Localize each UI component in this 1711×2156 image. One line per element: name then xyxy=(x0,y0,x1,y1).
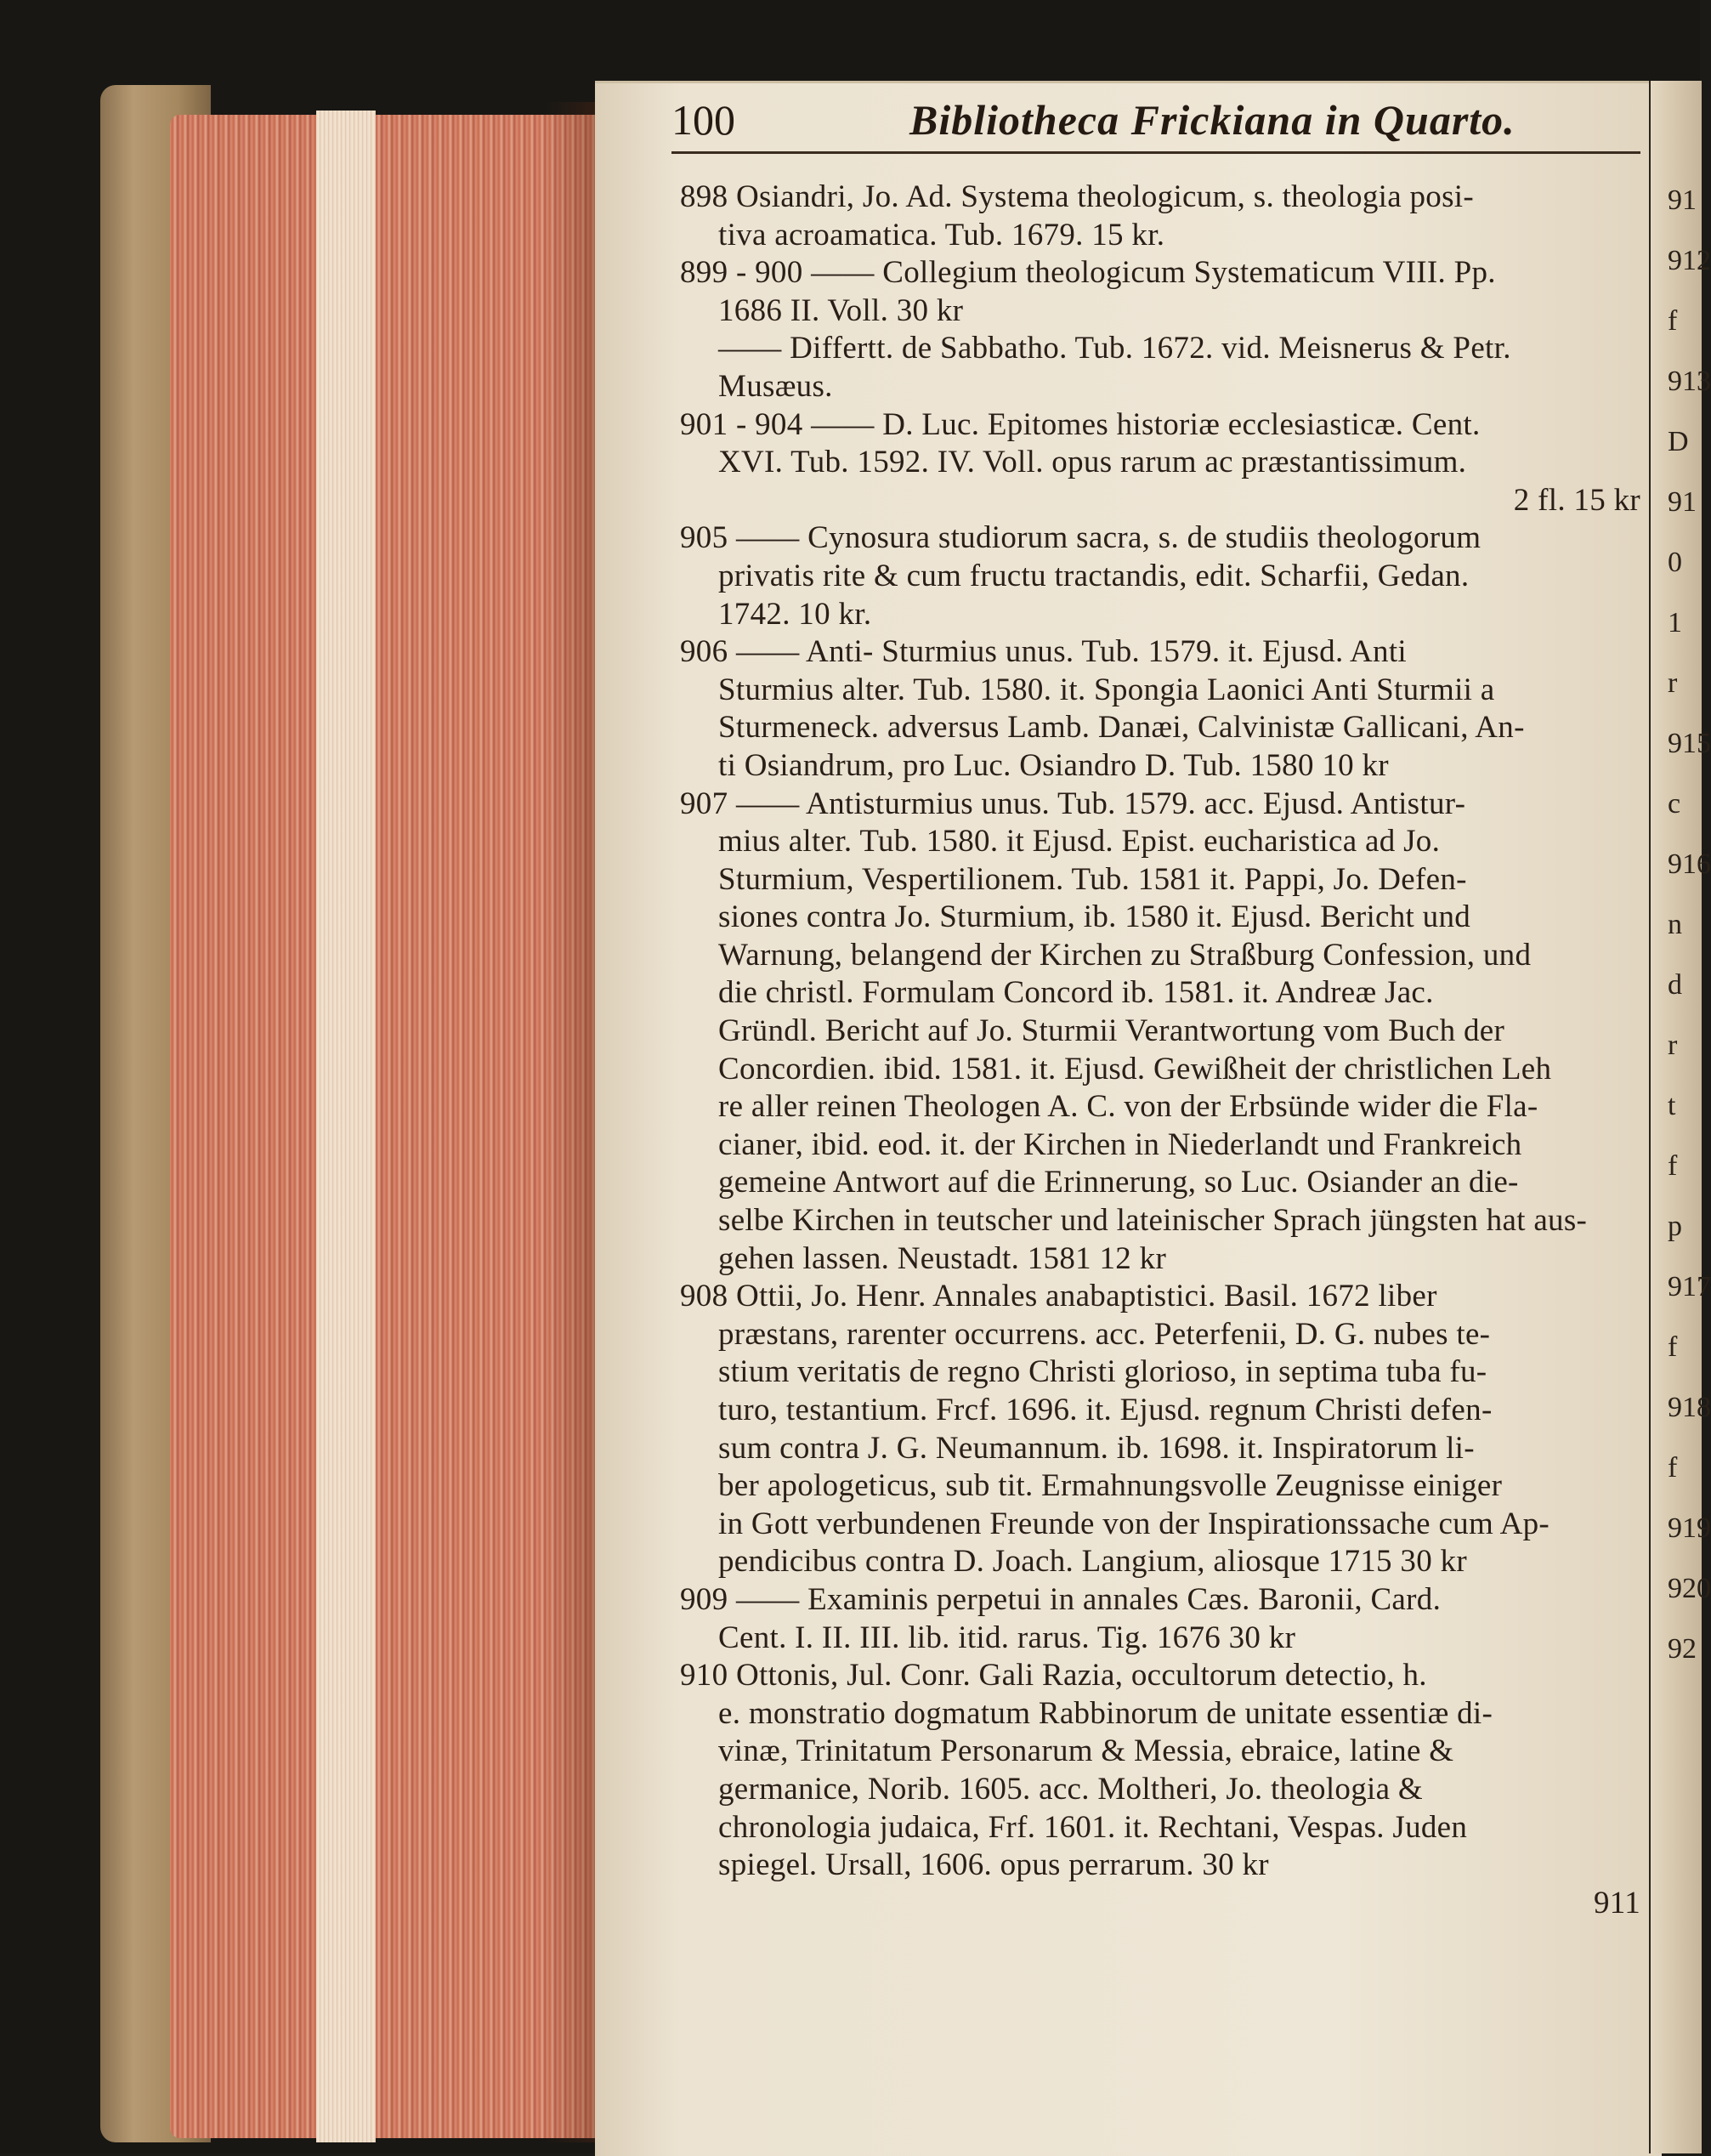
gutter-fragment: 919 xyxy=(1668,1512,1711,1544)
gutter-fragment: c xyxy=(1668,788,1681,820)
catalog-line: gehen lassen. Neustadt. 1581 12 kr xyxy=(718,1240,1167,1276)
catalog-line: tiva acroamatica. Tub. 1679. 15 kr. xyxy=(718,217,1165,252)
gutter-fragment: f xyxy=(1668,1150,1678,1182)
gutter-fragment: p xyxy=(1668,1211,1682,1242)
gutter-fragment: 1 xyxy=(1668,607,1682,638)
catalog-line: re aller reinen Theologen A. C. von der Erbsünde wider die Fla- xyxy=(718,1089,1538,1125)
gutter-fragment: t xyxy=(1668,1090,1676,1121)
catalog-line: 907 —— Antisturmius unus. Tub. 1579. acc. Ejusd. Antistur- xyxy=(680,786,1466,821)
running-title: Bibliotheca Frickiana in Quarto. xyxy=(909,96,1516,144)
catalog-line: 901 - 904 —— D. Luc. Epitomes historiæ ecclesiasticæ. Cent. xyxy=(680,406,1481,442)
gutter-fragment: f xyxy=(1668,305,1678,337)
catalog-line: germanice, Norib. 1605. acc. Moltheri, Jo. theologia & xyxy=(718,1771,1423,1807)
gutter-fragment: 91 xyxy=(1668,486,1697,518)
page-edges-light-band xyxy=(316,111,376,2142)
gutter-fragment: 918 xyxy=(1668,1392,1711,1423)
gutter-fragment: 920 xyxy=(1668,1573,1711,1604)
page-edges-shadow xyxy=(544,102,595,2142)
catalog-line: 909 —— Examinis perpetui in annales Cæs. Baronii, Card. xyxy=(680,1581,1442,1617)
page-number: 100 xyxy=(671,96,735,144)
catalog-line: ti Osiandrum, pro Luc. Osiandro D. Tub. 1580 10 kr xyxy=(718,747,1389,783)
catalog-line: vinæ, Trinitatum Personarum & Messia, ebraice, latine & xyxy=(718,1733,1454,1769)
catalog-line: Musæus. xyxy=(718,368,833,404)
catalog-line: in Gott verbundenen Freunde von der Inspirationssache cum Ap- xyxy=(718,1506,1550,1541)
catalog-line: 1686 II. Voll. 30 kr xyxy=(718,292,964,328)
catalog-line: 1742. 10 kr. xyxy=(718,596,872,632)
catalog-line: turo, testantium. Frcf. 1696. it. Ejusd. regnum Christi defen- xyxy=(718,1393,1493,1427)
catalog-line: mius alter. Tub. 1580. it Ejusd. Epist. eucharistica ad Jo. xyxy=(718,824,1441,860)
gutter-fragment: 913 xyxy=(1668,366,1711,397)
catalog-line: —— Differtt. de Sabbatho. Tub. 1672. vid. Meisnerus & Petr. xyxy=(718,331,1511,366)
catalog-line: e. monstratio dogmatum Rabbinorum de unitate essentiæ di- xyxy=(718,1695,1493,1731)
gutter-fragment: d xyxy=(1668,969,1682,1001)
catalog-line: Warnung, belangend der Kirchen zu Straßburg Confession, und xyxy=(718,937,1532,973)
catalog-line: Cent. I. II. III. lib. itid. rarus. Tig. 1676 30 kr xyxy=(718,1620,1296,1655)
gutter-fragment: 917 xyxy=(1668,1271,1711,1302)
catalog-line: 2 fl. 15 kr xyxy=(1513,482,1640,518)
gutter-fragment: r xyxy=(1668,667,1678,699)
gutter-fragment: 91 xyxy=(1668,184,1697,216)
gutter-fragment: 912 xyxy=(1668,245,1711,276)
catalog-line: chronologia judaica, Frf. 1601. it. Rechtani, Vespas. Juden xyxy=(718,1809,1468,1845)
catalog-line: 898 Osiandri, Jo. Ad. Systema theologicum, s. theologia posi- xyxy=(680,179,1474,214)
gutter-fragment: 92 xyxy=(1668,1633,1697,1665)
gutter-fragment: 0 xyxy=(1668,547,1682,578)
gutter-fragment: f xyxy=(1668,1452,1678,1484)
facing-page-fragments xyxy=(1668,170,1711,1679)
catalog-line: 908 Ottii, Jo. Henr. Annales anabaptistici. Basil. 1672 liber xyxy=(680,1279,1437,1314)
catalog-line: spiegel. Ursall, 1606. opus perrarum. 30 kr xyxy=(718,1847,1269,1883)
catalog-line: die christl. Formulam Concord ib. 1581. it. Andreæ Jac. xyxy=(718,975,1434,1011)
catalog-line: gemeine Antwort auf die Erinnerung, so Luc. Osiander an die- xyxy=(718,1165,1519,1200)
gutter-fragment: 916 xyxy=(1668,848,1711,880)
catalog-line: 906 —— Anti- Sturmius unus. Tub. 1579. it. Ejusd. Anti xyxy=(680,634,1408,670)
catalog-line: præstans, rarenter occurrens. acc. Peterfenii, D. G. nubes te- xyxy=(718,1316,1491,1352)
catalog-line: 911 xyxy=(1593,1885,1640,1921)
catalog-line: Sturmium, Vespertilionem. Tub. 1581 it. Pappi, Jo. Defen- xyxy=(718,861,1467,897)
catalog-line: siones contra Jo. Sturmium, ib. 1580 it. Ejusd. Bericht und xyxy=(718,899,1471,935)
catalog-line: Concordien. ibid. 1581. it. Ejusd. Gewißheit der christlichen Leh xyxy=(718,1051,1552,1087)
gutter-fragment: r xyxy=(1668,1030,1678,1061)
catalog-line: cianer, ibid. eod. it. der Kirchen in Niederlandt und Frankreich xyxy=(718,1126,1522,1162)
catalog-line: 910 Ottonis, Jul. Conr. Gali Razia, occultorum detectio, h. xyxy=(680,1658,1427,1694)
catalog-line: Sturmeneck. adversus Lamb. Danæi, Calvinistæ Gallicani, An- xyxy=(718,710,1525,746)
gutter-fragment: 915 xyxy=(1668,728,1711,759)
catalog-text xyxy=(680,179,1640,1922)
catalog-line: 899 - 900 —— Collegium theologicum Systematicum VIII. Pp. xyxy=(680,255,1496,291)
catalog-line: privatis rite & cum fructu tractandis, edit. Scharfii, Gedan. xyxy=(718,558,1470,593)
catalog-line: ber apologeticus, sub tit. Ermahnungsvolle Zeugnisse einiger xyxy=(718,1468,1503,1504)
catalog-line: selbe Kirchen in teutscher und lateinischer Sprach jüngsten hat aus- xyxy=(718,1203,1588,1239)
catalog-line: 905 —— Cynosura studiorum sacra, s. de studiis theologorum xyxy=(680,520,1482,556)
gutter-fragment: D xyxy=(1668,426,1689,457)
catalog-line: pendicibus contra D. Joach. Langium, aliosque 1715 30 kr xyxy=(718,1544,1467,1580)
catalog-line: Gründl. Bericht auf Jo. Sturmii Verantwortung vom Buch der xyxy=(718,1013,1505,1049)
catalog-line: sum contra J. G. Neumannum. ib. 1698. it. Inspiratorum li- xyxy=(718,1430,1475,1466)
page-edges-red xyxy=(170,115,595,2138)
gutter-fragment: n xyxy=(1668,909,1682,940)
catalog-line: XVI. Tub. 1592. IV. Voll. opus rarum ac præstantissimum. xyxy=(718,445,1467,480)
catalog-line: Sturmius alter. Tub. 1580. it. Spongia Laonici Anti Sturmii a xyxy=(718,672,1495,707)
page-header xyxy=(671,95,1640,146)
gutter-fragment: f xyxy=(1668,1331,1678,1363)
catalog-line: stium veritatis de regno Christi glorioso, in septima tuba fu- xyxy=(718,1354,1487,1390)
header-rule xyxy=(671,151,1640,154)
